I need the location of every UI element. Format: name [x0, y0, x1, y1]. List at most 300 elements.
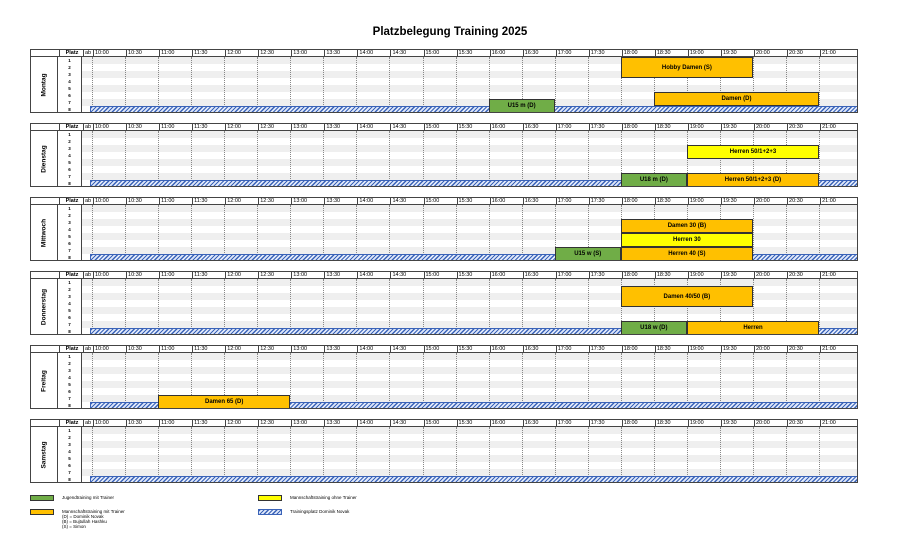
- header-time: 15:00: [424, 124, 457, 130]
- platz-number: 4: [58, 78, 82, 85]
- header-time: 16:30: [523, 198, 556, 204]
- grid-line: [720, 353, 721, 409]
- grid-line: [423, 279, 424, 335]
- grid-line: [191, 427, 192, 483]
- header-time: 16:30: [523, 272, 556, 278]
- header-time: 20:30: [787, 124, 820, 130]
- platz-number: 2: [58, 138, 82, 145]
- platz-row: [82, 388, 858, 395]
- grid-line: [92, 131, 93, 187]
- platz-number: 6: [58, 462, 82, 469]
- grid-line: [125, 427, 126, 483]
- platz-row: [82, 427, 858, 434]
- day-name: Montag: [40, 72, 48, 97]
- platz-number: 8: [58, 106, 82, 113]
- header-time: 14:30: [390, 346, 423, 352]
- header-time: 11:00: [159, 420, 192, 426]
- day-name: Donnerstag: [40, 288, 48, 325]
- training-block[interactable]: Damen 30 (B): [621, 219, 753, 233]
- grid-line: [323, 57, 324, 113]
- grid-line: [323, 353, 324, 409]
- header-time: 17:30: [589, 124, 622, 130]
- grid-line: [456, 279, 457, 335]
- header-platz: Platz: [59, 420, 83, 426]
- header-time: 18:30: [655, 124, 688, 130]
- header-time: 14:30: [390, 198, 423, 204]
- platz-number: 2: [58, 286, 82, 293]
- header-time: 15:00: [424, 420, 457, 426]
- platz-number: 5: [58, 307, 82, 314]
- grid-line: [522, 427, 523, 483]
- grid-line: [489, 205, 490, 261]
- header-time: 18:00: [622, 420, 655, 426]
- platz-row: [82, 469, 858, 476]
- header-time: 19:00: [688, 420, 721, 426]
- header-time: 13:00: [291, 420, 324, 426]
- header-time: 17:00: [556, 198, 589, 204]
- platz-number: 5: [58, 455, 82, 462]
- grid-line: [389, 427, 390, 483]
- header-time: 10:30: [126, 346, 159, 352]
- platz-row: [82, 434, 858, 441]
- grid-line: [389, 205, 390, 261]
- header-time: 15:30: [457, 420, 490, 426]
- header-time: 14:00: [357, 124, 390, 130]
- header-time: 12:30: [258, 420, 291, 426]
- header-time: 10:30: [126, 50, 159, 56]
- header-time: 12:00: [225, 272, 258, 278]
- platz-row: [82, 85, 858, 92]
- day-section: [30, 271, 858, 335]
- grid-line: [522, 205, 523, 261]
- trainingsplatz-strip: [90, 106, 858, 113]
- header-time: 11:00: [159, 346, 192, 352]
- grid-line: [224, 279, 225, 335]
- platz-number: 2: [58, 64, 82, 71]
- legend-note-s: (S) = Simon: [62, 524, 86, 529]
- grid-line: [158, 57, 159, 113]
- grid-line: [125, 279, 126, 335]
- legend-swatch-jugend: [30, 495, 54, 501]
- header-time: 21:00: [820, 198, 853, 204]
- header-time: 13:30: [324, 50, 357, 56]
- header-time: 20:30: [787, 198, 820, 204]
- platz-number: 3: [58, 145, 82, 152]
- header-time: 17:00: [556, 420, 589, 426]
- header-time: 10:00: [93, 198, 126, 204]
- grid-line: [819, 131, 820, 187]
- header-time: 10:00: [93, 346, 126, 352]
- trainingsplatz-strip: [90, 476, 858, 483]
- header-platz: Platz: [59, 124, 83, 130]
- platz-number: 5: [58, 85, 82, 92]
- legend: [30, 492, 530, 537]
- grid-line: [92, 427, 93, 483]
- header-time: 19:00: [688, 198, 721, 204]
- grid-line: [290, 131, 291, 187]
- header-time: 12:00: [225, 198, 258, 204]
- grid-line: [522, 353, 523, 409]
- grid-line: [489, 279, 490, 335]
- platz-number: 1: [58, 279, 82, 286]
- time-header: [30, 345, 858, 353]
- header-time: 16:30: [523, 50, 556, 56]
- platz-number: 6: [58, 388, 82, 395]
- platz-number: 8: [58, 254, 82, 261]
- platz-number: 7: [58, 247, 82, 254]
- header-time: 16:00: [490, 198, 523, 204]
- day-section: [30, 197, 858, 261]
- platz-row: [82, 212, 858, 219]
- header-time: 10:00: [93, 124, 126, 130]
- header-ab: ab: [85, 272, 92, 278]
- platz-row: [82, 166, 858, 173]
- header-time: 20:30: [787, 346, 820, 352]
- day-name: Freitag: [40, 369, 48, 392]
- grid-line: [456, 57, 457, 113]
- header-ab: ab: [85, 50, 92, 56]
- header-time: 12:00: [225, 420, 258, 426]
- header-time: 11:30: [192, 50, 225, 56]
- header-time: 19:30: [721, 198, 754, 204]
- grid-line: [224, 205, 225, 261]
- header-time: 13:00: [291, 272, 324, 278]
- grid-line: [92, 57, 93, 113]
- header-time: 13:30: [324, 124, 357, 130]
- header-time: 11:30: [192, 198, 225, 204]
- day-name: Samstag: [40, 440, 48, 469]
- grid-line: [489, 353, 490, 409]
- grid-line: [191, 205, 192, 261]
- grid-line: [555, 353, 556, 409]
- grid-line: [456, 427, 457, 483]
- header-time: 12:30: [258, 272, 291, 278]
- header-time: 12:30: [258, 124, 291, 130]
- time-header: [30, 49, 858, 57]
- header-time: 18:30: [655, 50, 688, 56]
- grid-line: [555, 57, 556, 113]
- header-time: 21:00: [820, 50, 853, 56]
- grid-line: [257, 427, 258, 483]
- grid-line: [191, 279, 192, 335]
- header-time: 19:30: [721, 50, 754, 56]
- grid-line: [555, 427, 556, 483]
- grid-line: [191, 131, 192, 187]
- grid-line: [522, 279, 523, 335]
- header-time: 10:00: [93, 272, 126, 278]
- platz-row: [82, 441, 858, 448]
- header-time: 17:00: [556, 346, 589, 352]
- day-section: [30, 123, 858, 187]
- header-time: 10:00: [93, 50, 126, 56]
- day-name: Mittwoch: [40, 218, 48, 247]
- training-block[interactable]: Herren 50/1+2+3 (D): [687, 173, 819, 187]
- platz-row: [82, 367, 858, 374]
- platz-number: 5: [58, 233, 82, 240]
- grid-line: [389, 279, 390, 335]
- grid-line: [191, 57, 192, 113]
- platz-row: [82, 159, 858, 166]
- platz-row: [82, 448, 858, 455]
- header-time: 21:00: [820, 346, 853, 352]
- header-time: 20:30: [787, 272, 820, 278]
- grid-line: [356, 427, 357, 483]
- header-time: 15:30: [457, 272, 490, 278]
- header-time: 20:00: [754, 346, 787, 352]
- header-time: 10:30: [126, 198, 159, 204]
- platz-number: 1: [58, 427, 82, 434]
- platz-row: [82, 131, 858, 138]
- header-time: 13:00: [291, 346, 324, 352]
- day-label: [30, 205, 58, 261]
- legend-label-mannschaft-trainer: Mannschaftstraining mit Trainer: [62, 509, 125, 514]
- grid-line: [290, 57, 291, 113]
- legend-note-b: (B) = Bujtullah Hashku: [62, 519, 107, 524]
- header-time: 21:00: [820, 420, 853, 426]
- platz-row: [82, 205, 858, 212]
- header-time: 19:00: [688, 124, 721, 130]
- header-time: 11:30: [192, 124, 225, 130]
- training-block[interactable]: U18 m (D): [621, 173, 687, 187]
- training-block[interactable]: Herren 40 (S): [621, 247, 753, 261]
- platz-number: 8: [58, 476, 82, 483]
- grid-line: [92, 205, 93, 261]
- header-time: 11:30: [192, 420, 225, 426]
- platz-number: 1: [58, 131, 82, 138]
- header-time: 10:30: [126, 420, 159, 426]
- header-time: 20:00: [754, 50, 787, 56]
- training-block[interactable]: Hobby Damen (S): [621, 57, 753, 78]
- platz-number: 3: [58, 71, 82, 78]
- grid-line: [257, 57, 258, 113]
- platz-number: 4: [58, 226, 82, 233]
- header-time: 19:30: [721, 346, 754, 352]
- platz-row: [82, 381, 858, 388]
- grid-line: [290, 205, 291, 261]
- header-ab: ab: [85, 124, 92, 130]
- platz-number: 1: [58, 353, 82, 360]
- day-label: [30, 279, 58, 335]
- header-time: 13:00: [291, 50, 324, 56]
- training-block[interactable]: Damen 65 (D): [158, 395, 290, 409]
- training-block[interactable]: Herren 50/1+2+3: [687, 145, 819, 159]
- grid-line: [323, 131, 324, 187]
- grid-line: [257, 205, 258, 261]
- header-time: 13:30: [324, 346, 357, 352]
- platz-row: [82, 462, 858, 469]
- platz-number: 8: [58, 328, 82, 335]
- training-block[interactable]: Herren: [687, 321, 819, 335]
- header-platz: Platz: [59, 50, 83, 56]
- training-block[interactable]: U18 w (D): [621, 321, 687, 335]
- header-time: 17:30: [589, 272, 622, 278]
- grid-line: [456, 353, 457, 409]
- grid-line: [456, 131, 457, 187]
- grid-line: [125, 57, 126, 113]
- header-platz: Platz: [59, 198, 83, 204]
- grid-line: [588, 57, 589, 113]
- header-time: 12:00: [225, 346, 258, 352]
- header-time: 17:00: [556, 272, 589, 278]
- platz-number: 2: [58, 212, 82, 219]
- header-time: 14:00: [357, 420, 390, 426]
- grid-line: [522, 131, 523, 187]
- header-time: 16:00: [490, 50, 523, 56]
- grid-line: [588, 353, 589, 409]
- platz-number: 7: [58, 99, 82, 106]
- grid-line: [456, 205, 457, 261]
- grid-line: [125, 131, 126, 187]
- training-block[interactable]: U15 w (S): [555, 247, 621, 261]
- grid-line: [753, 427, 754, 483]
- platz-number: 1: [58, 57, 82, 64]
- grid-line: [158, 427, 159, 483]
- header-time: 20:00: [754, 420, 787, 426]
- platz-row: [82, 360, 858, 367]
- platz-row: [82, 314, 858, 321]
- header-time: 13:30: [324, 198, 357, 204]
- grid-line: [323, 279, 324, 335]
- grid-line: [389, 131, 390, 187]
- grid-line: [555, 131, 556, 187]
- header-time: 12:00: [225, 50, 258, 56]
- grid-line: [356, 279, 357, 335]
- header-time: 13:30: [324, 420, 357, 426]
- grid-line: [588, 131, 589, 187]
- training-block[interactable]: U15 m (D): [489, 99, 555, 113]
- legend-label-mannschaft-ohne: Mannschaftstraining ohne Trainer: [290, 495, 357, 500]
- legend-note-d: (D) = Dominik Novak: [62, 514, 104, 519]
- header-time: 20:30: [787, 50, 820, 56]
- training-block[interactable]: Damen (D): [654, 92, 819, 106]
- legend-label-trainingsplatz: Trainingsplatz Dominik Novak: [290, 509, 350, 514]
- grid-line: [257, 279, 258, 335]
- grid-line: [621, 427, 622, 483]
- header-time: 19:00: [688, 272, 721, 278]
- day-section: [30, 419, 858, 483]
- grid-line: [323, 205, 324, 261]
- grid-line: [290, 427, 291, 483]
- header-time: 18:00: [622, 272, 655, 278]
- header-time: 17:30: [589, 346, 622, 352]
- day-label: [30, 57, 58, 113]
- grid-line: [753, 205, 754, 261]
- grid-line: [753, 353, 754, 409]
- header-time: 18:00: [622, 198, 655, 204]
- grid-line: [588, 279, 589, 335]
- grid-line: [224, 57, 225, 113]
- header-time: 12:30: [258, 346, 291, 352]
- header-time: 17:30: [589, 420, 622, 426]
- header-ab: ab: [85, 198, 92, 204]
- header-time: 14:30: [390, 272, 423, 278]
- header-time: 15:00: [424, 346, 457, 352]
- grid-line: [720, 427, 721, 483]
- header-time: 11:30: [192, 346, 225, 352]
- header-ab: ab: [85, 420, 92, 426]
- header-time: 10:00: [93, 420, 126, 426]
- platz-number: 1: [58, 205, 82, 212]
- header-time: 20:00: [754, 272, 787, 278]
- platz-row: [82, 353, 858, 360]
- grid-line: [423, 131, 424, 187]
- header-time: 19:30: [721, 124, 754, 130]
- header-time: 11:00: [159, 50, 192, 56]
- header-time: 19:00: [688, 346, 721, 352]
- grid-line: [423, 427, 424, 483]
- platz-number: 3: [58, 441, 82, 448]
- grid-line: [786, 353, 787, 409]
- header-time: 14:00: [357, 272, 390, 278]
- grid-line: [786, 427, 787, 483]
- header-time: 17:00: [556, 124, 589, 130]
- day-label: [30, 131, 58, 187]
- platz-number: 7: [58, 395, 82, 402]
- header-time: 17:30: [589, 198, 622, 204]
- platz-row: [82, 374, 858, 381]
- platz-number: 8: [58, 180, 82, 187]
- header-time: 19:30: [721, 272, 754, 278]
- header-time: 15:30: [457, 346, 490, 352]
- platz-number: 4: [58, 300, 82, 307]
- grid-line: [125, 205, 126, 261]
- training-block[interactable]: Herren 30: [621, 233, 753, 247]
- platz-number: 2: [58, 434, 82, 441]
- header-time: 18:30: [655, 346, 688, 352]
- platz-row: [82, 307, 858, 314]
- platz-number: 7: [58, 321, 82, 328]
- header-time: 16:00: [490, 346, 523, 352]
- header-time: 11:00: [159, 124, 192, 130]
- header-time: 11:00: [159, 198, 192, 204]
- header-time: 16:30: [523, 124, 556, 130]
- header-time: 18:00: [622, 124, 655, 130]
- grid-line: [423, 353, 424, 409]
- training-block[interactable]: Damen 40/50 (B): [621, 286, 753, 307]
- grid-line: [687, 427, 688, 483]
- grid-line: [290, 279, 291, 335]
- time-header: [30, 123, 858, 131]
- header-time: 18:00: [622, 346, 655, 352]
- grid-line: [356, 205, 357, 261]
- grid-line: [819, 427, 820, 483]
- time-header: [30, 419, 858, 427]
- grid-line: [125, 353, 126, 409]
- header-time: 12:30: [258, 50, 291, 56]
- grid-line: [356, 57, 357, 113]
- grid-line: [819, 353, 820, 409]
- grid-line: [654, 427, 655, 483]
- platz-number: 4: [58, 448, 82, 455]
- legend-swatch-trainingsplatz: [258, 509, 282, 515]
- header-time: 15:30: [457, 50, 490, 56]
- header-time: 15:00: [424, 50, 457, 56]
- day-name: Dienstag: [40, 144, 48, 173]
- grid-line: [786, 205, 787, 261]
- platz-row: [82, 279, 858, 286]
- grid-line: [423, 205, 424, 261]
- header-time: 14:00: [357, 198, 390, 204]
- grid-line: [389, 353, 390, 409]
- grid-line: [489, 131, 490, 187]
- platz-number: 4: [58, 374, 82, 381]
- platz-number: 3: [58, 367, 82, 374]
- grid-line: [257, 131, 258, 187]
- header-time: 21:00: [820, 124, 853, 130]
- grid-line: [588, 427, 589, 483]
- platz-number: 8: [58, 402, 82, 409]
- header-time: 15:30: [457, 124, 490, 130]
